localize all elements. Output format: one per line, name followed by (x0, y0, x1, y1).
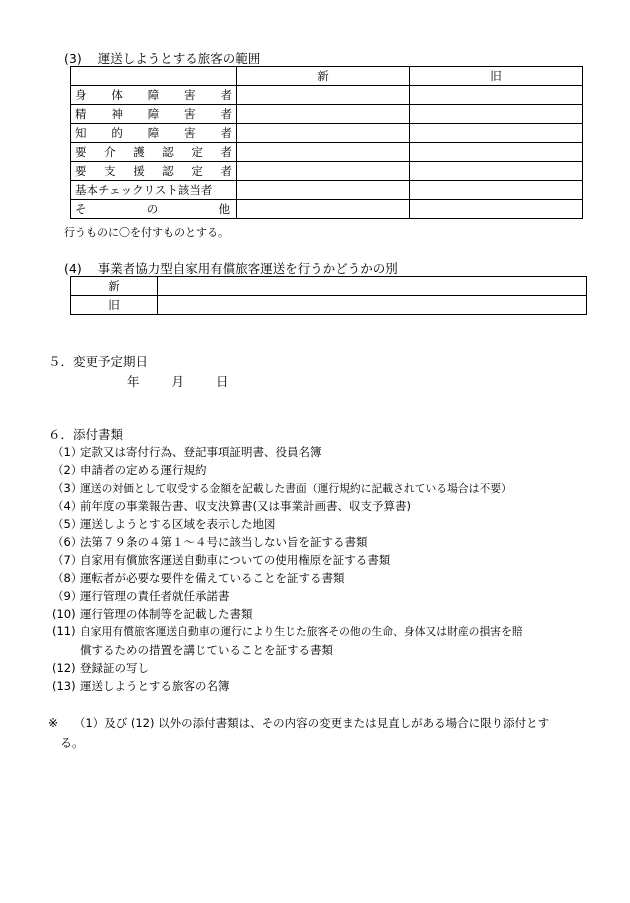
section3-heading-num: (3) (64, 51, 82, 66)
row-label-support: 要 支 援 認 定 者 (75, 164, 232, 178)
cell-new[interactable] (237, 162, 410, 181)
cell-new[interactable] (237, 124, 410, 143)
row-old-label: 旧 (71, 296, 158, 315)
section5-heading: ５．変更予定期日 (48, 354, 149, 369)
date-month: 月 (171, 374, 185, 389)
row-label-physical: 身 体 障 害 者 (75, 88, 232, 102)
attachment-item: （7）自家用有償旅客運送自動車についての使用権原を証する書類 (52, 553, 391, 567)
cell-old[interactable] (410, 105, 583, 124)
table-row (71, 105, 583, 124)
section6-heading: ６．添付書類 (48, 427, 124, 442)
attachment-item: (11) 自家用有償旅客運送自動車の運行により生じた旅客その他の生命、身体又は財産の損害を賠 (52, 624, 523, 638)
cell-old[interactable] (410, 181, 583, 200)
table-row (71, 296, 587, 315)
cooperative-type-table (70, 276, 587, 315)
cell-new-value[interactable] (158, 277, 587, 296)
footnote-mark: ※ (48, 716, 59, 730)
section3-note: 行うものに〇を付すものとする。 (64, 226, 229, 239)
cell-new[interactable] (237, 105, 410, 124)
attachment-item: （4）前年度の事業報告書、収支決算書(又は事業計画書、収支予算書) (52, 499, 411, 513)
attachment-item: （8）運転者が必要な要件を備えていることを証する書類 (52, 571, 345, 585)
table-row (71, 181, 583, 200)
footnote (48, 715, 549, 731)
table-row (71, 277, 587, 296)
passenger-scope-table (70, 66, 583, 219)
row-label-other: そ の 他 (75, 202, 230, 216)
table-row (71, 200, 583, 219)
attachment-item: (12) 登録証の写し (52, 661, 149, 675)
table-row (71, 86, 583, 105)
attachment-item: （2）申請者の定める運行規約 (52, 463, 207, 477)
date-day: 日 (216, 374, 229, 389)
cell-old[interactable] (410, 200, 583, 219)
row-label-intellectual: 知 的 障 害 者 (75, 126, 232, 140)
section4-heading-num: (4) (64, 261, 82, 276)
attachment-item: （3）運送の対価として収受する金額を記載した書面（運行規約に記載されている場合は不要） (52, 481, 512, 495)
attachment-item: （6）法第７９条の４第１～４号に該当しない旨を証する書類 (52, 535, 368, 549)
cell-old[interactable] (410, 162, 583, 181)
cell-new[interactable] (237, 86, 410, 105)
section3-heading (64, 49, 260, 67)
row-label-care: 要 介 護 認 定 者 (75, 145, 232, 159)
table-row (71, 162, 583, 181)
table-row (71, 124, 583, 143)
cell-new[interactable] (237, 181, 410, 200)
table-row (71, 143, 583, 162)
date-year: 年 (127, 374, 140, 389)
cell-old-value[interactable] (158, 296, 587, 315)
row-label-checklist: 基本チェックリスト該当者 (71, 181, 237, 200)
cell-old[interactable] (410, 143, 583, 162)
cell-old[interactable] (410, 86, 583, 105)
cell-new[interactable] (237, 200, 410, 219)
attachment-item-continued: 償するための措置を講じていることを証する書類 (80, 643, 333, 657)
cell-old[interactable] (410, 124, 583, 143)
row-new-label: 新 (71, 277, 158, 296)
table-corner (71, 67, 237, 86)
footnote-line2: る。 (60, 736, 85, 750)
col-new-header: 新 (237, 67, 410, 86)
attachment-item: (10) 運行管理の体制等を記載した書類 (52, 607, 253, 621)
change-date (127, 372, 229, 390)
row-label-mental: 精 神 障 害 者 (75, 107, 232, 121)
section3-heading-text: 運送しようとする旅客の範囲 (97, 51, 261, 66)
section4-heading-text: 事業者協力型自家用有償旅客運送を行うかどうかの別 (97, 261, 398, 276)
attachment-item: （9）運行管理の責任者就任承諾書 (52, 589, 230, 603)
footnote-line1: （1）及び (12) 以外の添付書類は、その内容の変更または見直しがある場合に限り添付とす (73, 716, 550, 730)
attachment-item: （5）運送しようとする区域を表示した地図 (52, 517, 276, 531)
attachment-item: (13) 運送しようとする旅客の名簿 (52, 679, 230, 693)
attachment-item: （1）定款又は寄付行為、登記事項証明書、役員名簿 (52, 445, 322, 459)
col-old-header: 旧 (410, 67, 583, 86)
section4-heading (64, 259, 398, 277)
cell-new[interactable] (237, 143, 410, 162)
